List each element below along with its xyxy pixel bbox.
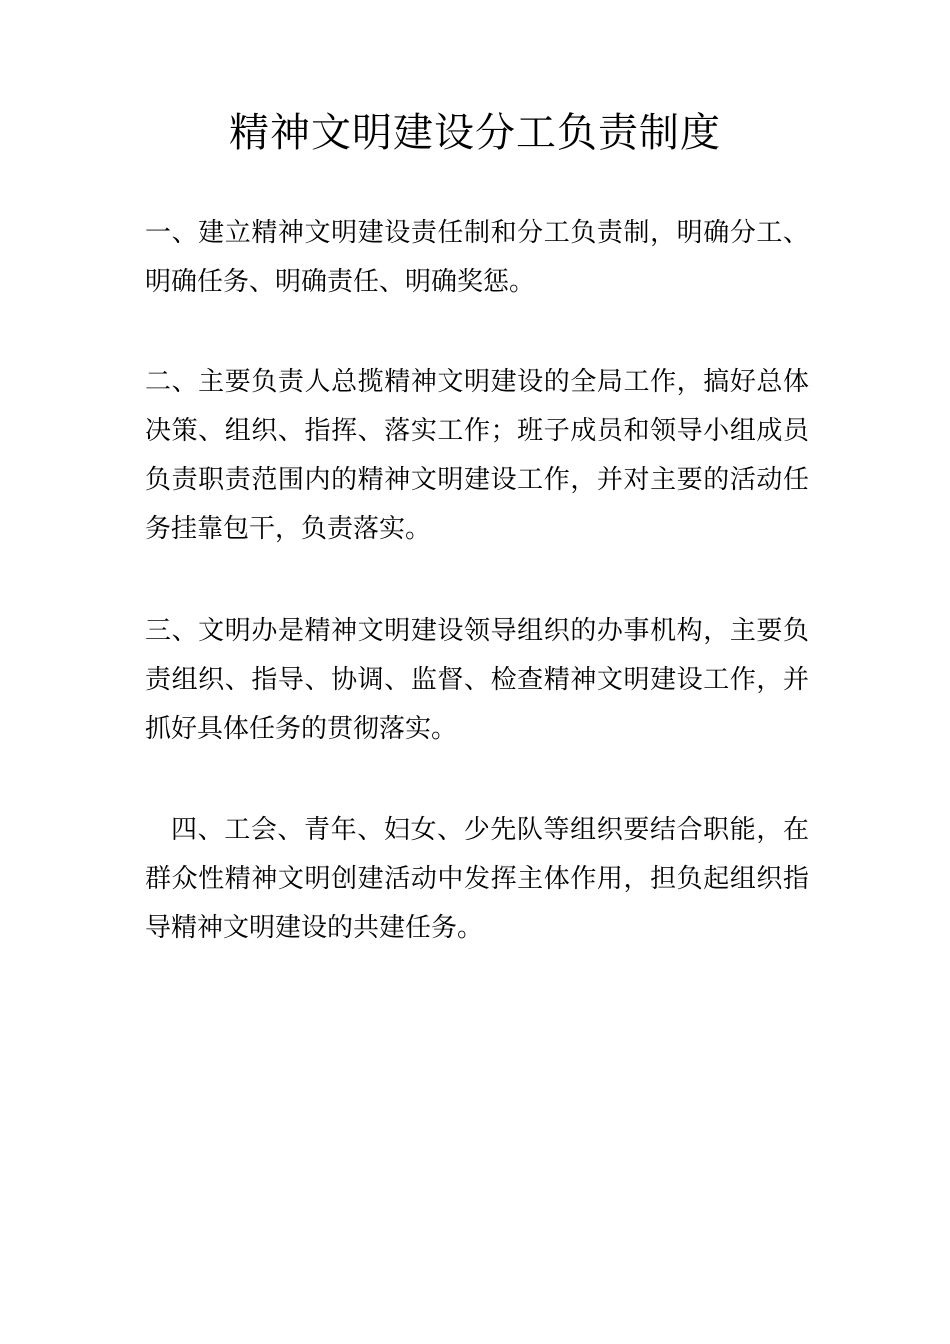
paragraph-2: 二、主要负责人总揽精神文明建设的全局工作，搞好总体决策、组织、指挥、落实工作；班子成员和领导小组成员负责职责范围内的精神文明建设工作，并对主要的活动任务挂靠包干，负责落实。	[145, 367, 809, 544]
paragraph-1: 一、建立精神文明建设责任制和分工负责制，明确分工、明确任务、明确责任、明确奖惩。	[145, 218, 809, 297]
document-title: 精神文明建设分工负责制度	[229, 110, 721, 156]
paragraph-3: 三、文明办是精神文明建设领导组织的办事机构，主要负责组织、指导、协调、监督、检查精神文明建设工作，并抓好具体任务的贯彻落实。	[145, 616, 809, 744]
paragraph-4: 四、工会、青年、妇女、少先队等组织要结合职能，在群众性精神文明创建活动中发挥主体作用，担负起组织指导精神文明建设的共建任务。	[145, 815, 809, 943]
